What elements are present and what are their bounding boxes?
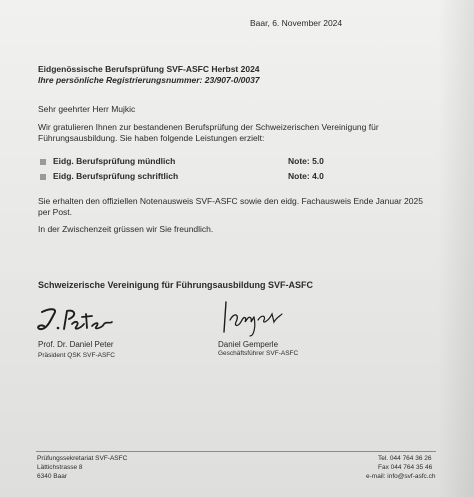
organization-name: Schweizerische Vereinigung für Führungsausbildung SVF-ASFC [38,280,314,290]
signatory-1-role: Präsident QSK SVF-ASFC [38,352,115,359]
signature-peter [36,302,116,338]
intro-text-line-1: Wir gratulieren Ihnen zur bestandenen Berufsprüfung der Schweizerischen Vereinigung für [38,122,379,132]
page-shadow [438,0,474,497]
footer-address-line-3: 6340 Baar [37,473,67,480]
signatory-2-name: Daniel Gemperle [218,340,279,349]
info-text-line-1: Sie erhalten den offiziellen Notenausweis SVF-ASFC sowie den eidg. Fachausweis Ende Januar 2025 [38,196,423,206]
bullet-square-icon [40,174,46,180]
signature-gemperle [214,296,286,340]
grade-note: Note: 5.0 [288,156,324,166]
footer-fax: Fax 044 764 35 46 [378,464,433,471]
bullet-square-icon [40,159,46,165]
intro-text-line-2: Führungsausbildung. Sie haben folgende Leistungen erzielt: [38,133,265,143]
footer-tel: Tel. 044 764 36 26 [378,455,432,462]
subject-title: Eidgenössische Berufsprüfung SVF-ASFC Herbst 2024 [38,64,260,74]
grade-row-oral [38,156,418,168]
footer-address-line-2: Lättichstrasse 8 [37,464,83,471]
grade-name: Eidg. Berufsprüfung schriftlich [53,171,179,181]
letter-date: Baar, 6. November 2024 [250,18,343,28]
footer-address-line-1: Prüfungssekretariat SVF-ASFC [37,455,128,462]
footer-email: e-mail: info@svf-asfc.ch [366,473,436,480]
grade-row-written [38,171,418,183]
signatory-2-role: Geschäftsführer SVF-ASFC [218,350,299,357]
footer-divider [36,451,436,452]
signatory-1-name: Prof. Dr. Daniel Peter [38,340,114,349]
closing-text: In der Zwischenzeit grüssen wir Sie freundlich. [38,224,214,234]
registration-number: Ihre persönliche Registrierungsnummer: 23/907-0/0037 [38,75,260,85]
salutation: Sehr geehrter Herr Mujkic [38,104,136,114]
info-text-line-2: per Post. [38,207,73,217]
grade-note: Note: 4.0 [288,171,324,181]
grade-name: Eidg. Berufsprüfung mündlich [53,156,176,166]
